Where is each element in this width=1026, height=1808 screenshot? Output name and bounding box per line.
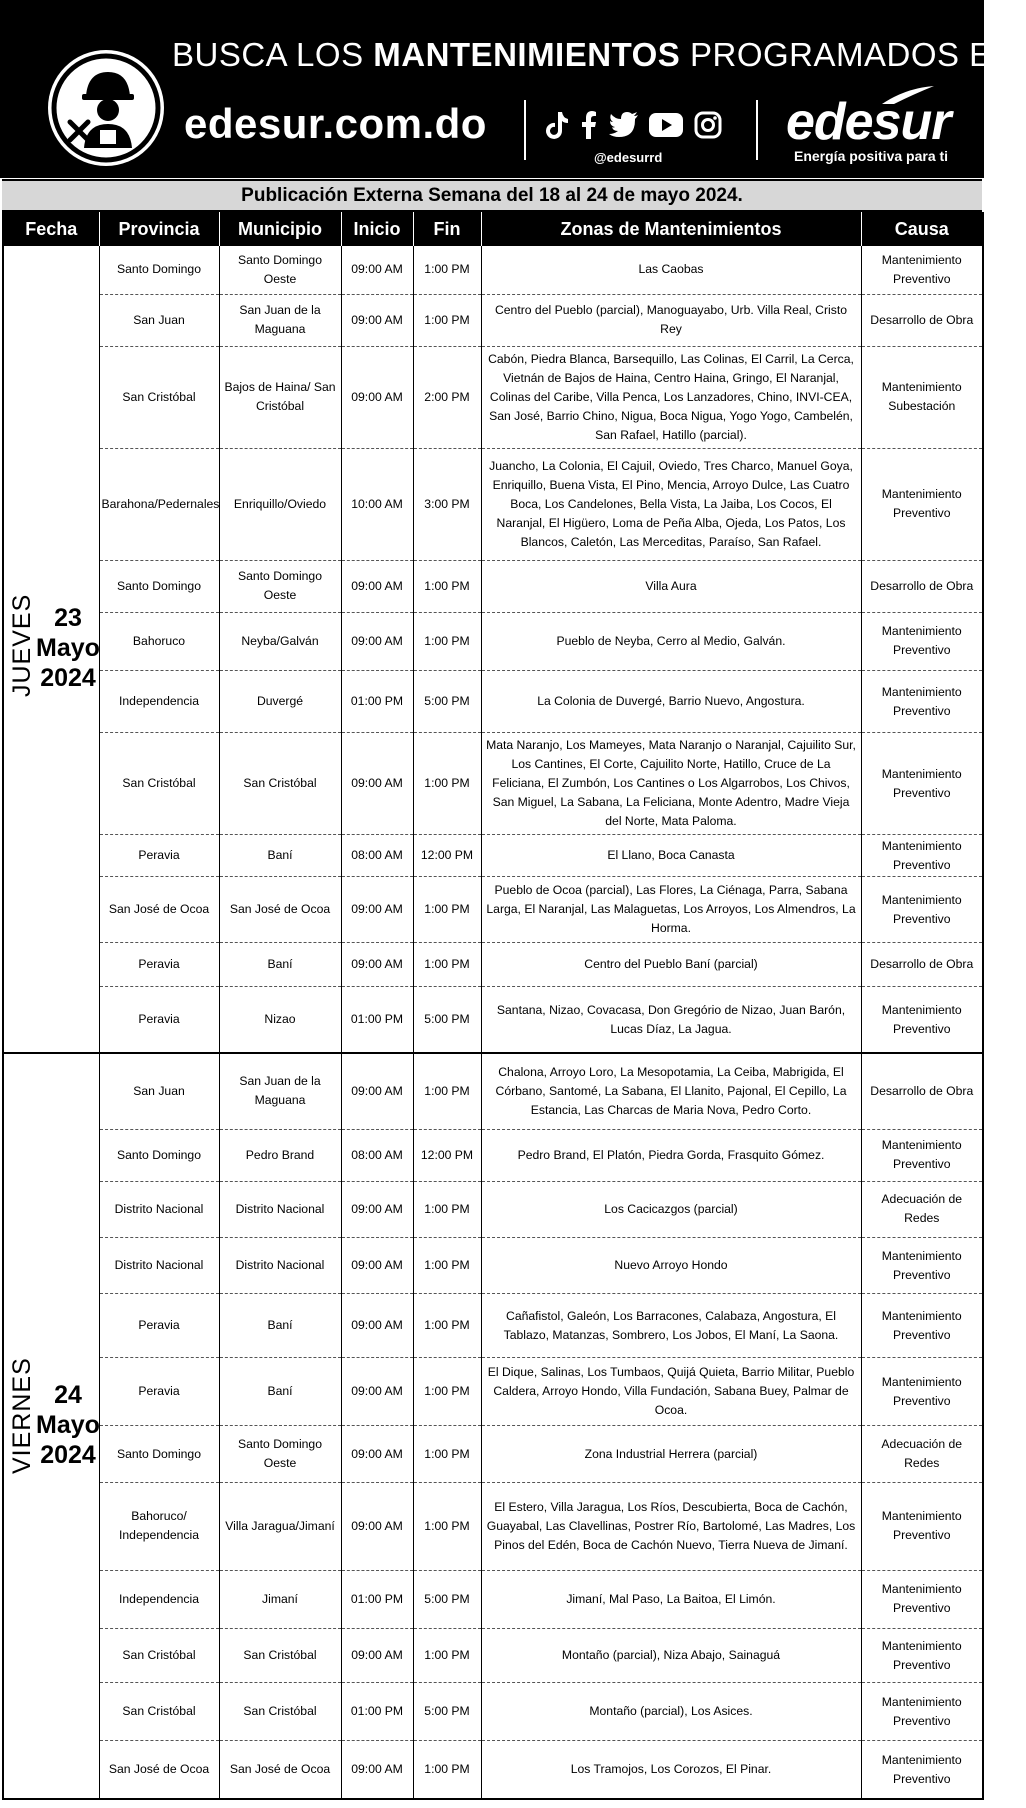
cell-municipio: Bajos de Haina/ San Cristóbal xyxy=(219,346,341,448)
social-handle: @edesurrd xyxy=(594,150,663,165)
cell-causa: Mantenimiento Preventivo xyxy=(861,1628,983,1682)
technician-logo-icon xyxy=(48,50,164,166)
cell-zonas: Cabón, Piedra Blanca, Barsequillo, Las Colinas, El Carril, La Cerca, Vietnán de Bajos de Haina, Centro Haina, Gringo, El Naranjal, Colinas del Caribe, Villa Penca, Los Lanzadores, Chino, INVI-CEA, San José, Barrio Chino, Nigua, Boca Nigua, Yogo Yogo, Cambelén, San Rafael, Hatillo (parcial). xyxy=(481,346,861,448)
cell-inicio: 09:00 AM xyxy=(341,560,413,612)
cell-provincia: Santo Domingo xyxy=(99,560,219,612)
cell-inicio: 09:00 AM xyxy=(341,346,413,448)
cell-causa: Mantenimiento Preventivo xyxy=(861,1294,983,1358)
cell-municipio: San Cristóbal xyxy=(219,733,341,835)
cell-inicio: 09:00 AM xyxy=(341,943,413,987)
cell-provincia: Santo Domingo xyxy=(99,1129,219,1181)
weekday-label: VIERNES xyxy=(8,1357,36,1474)
cell-inicio: 09:00 AM xyxy=(341,1237,413,1293)
cell-provincia: San Juan xyxy=(99,294,219,346)
cell-causa: Mantenimiento Preventivo xyxy=(861,1741,983,1799)
table-row xyxy=(3,1294,983,1358)
column-header-provincia: Provincia xyxy=(99,212,219,246)
cell-causa: Mantenimiento Preventivo xyxy=(861,1237,983,1293)
table-header-row xyxy=(3,212,983,246)
cell-zonas: Centro del Pueblo (parcial), Manoguayabo, Urb. Villa Real, Cristo Rey xyxy=(481,294,861,346)
cell-inicio: 09:00 AM xyxy=(341,294,413,346)
column-header-fin: Fin xyxy=(413,212,481,246)
table-row xyxy=(3,943,983,987)
cell-fin: 12:00 PM xyxy=(413,835,481,877)
cell-provincia: Independencia xyxy=(99,1570,219,1628)
table-row xyxy=(3,1570,983,1628)
cell-municipio: San Cristóbal xyxy=(219,1628,341,1682)
cell-inicio: 09:00 AM xyxy=(341,733,413,835)
cell-causa: Mantenimiento Subestación xyxy=(861,346,983,448)
table-row xyxy=(3,1358,983,1426)
cell-zonas: Zona Industrial Herrera (parcial) xyxy=(481,1426,861,1482)
cell-fin: 1:00 PM xyxy=(413,1294,481,1358)
cell-fin: 12:00 PM xyxy=(413,1129,481,1181)
cell-fin: 1:00 PM xyxy=(413,612,481,670)
cell-municipio: Baní xyxy=(219,1294,341,1358)
cell-inicio: 10:00 AM xyxy=(341,448,413,560)
cell-zonas: Mata Naranjo, Los Mameyes, Mata Naranjo o Naranjal, Cajuilito Sur, Los Cantines, El Corte, Cajuilito Norte, Hatillo, Cruce de La Feliciana, El Zumbón, Los Cantines o Los Algarrobos, Los Chivos, San Miguel, La Sabana, La Feliciana, Monte Adentro, Madre Vieja del Norte, Mata Paloma. xyxy=(481,733,861,835)
cell-inicio: 09:00 AM xyxy=(341,877,413,943)
cell-inicio: 01:00 PM xyxy=(341,670,413,732)
cell-fin: 1:00 PM xyxy=(413,246,481,294)
table-row xyxy=(3,246,983,294)
cell-zonas: El Estero, Villa Jaragua, Los Ríos, Descubierta, Boca de Cachón, Guayabal, Las Clavellinas, Postrer Río, Bartolomé, Las Madres, Los Pinos del Edén, Boca de Cachón Nuevo, Tierra Nueva de Jimaní. xyxy=(481,1482,861,1570)
cell-provincia: San José de Ocoa xyxy=(99,1741,219,1799)
table-row xyxy=(3,560,983,612)
cell-inicio: 09:00 AM xyxy=(341,1628,413,1682)
cell-inicio: 09:00 AM xyxy=(341,1358,413,1426)
cell-municipio: Pedro Brand xyxy=(219,1129,341,1181)
tiktok-icon[interactable] xyxy=(544,110,570,145)
cell-fin: 1:00 PM xyxy=(413,560,481,612)
cell-fin: 1:00 PM xyxy=(413,1237,481,1293)
table-row xyxy=(3,733,983,835)
table-row xyxy=(3,670,983,732)
table-row xyxy=(3,612,983,670)
cell-inicio: 09:00 AM xyxy=(341,1294,413,1358)
cell-zonas: Las Caobas xyxy=(481,246,861,294)
cell-zonas: Montaño (parcial), Niza Abajo, Sainaguá xyxy=(481,1628,861,1682)
cell-municipio: Neyba/Galván xyxy=(219,612,341,670)
cell-provincia: Distrito Nacional xyxy=(99,1237,219,1293)
cell-provincia: Bahoruco/ Independencia xyxy=(99,1482,219,1570)
cell-provincia: San Cristóbal xyxy=(99,346,219,448)
cell-zonas: Pueblo de Ocoa (parcial), Las Flores, La Ciénaga, Parra, Sabana Larga, El Naranjal, Las Malaguetas, Los Arroyos, Los Almendros, La Horma. xyxy=(481,877,861,943)
table-row xyxy=(3,346,983,448)
cell-provincia: Peravia xyxy=(99,1294,219,1358)
cell-provincia: San Cristóbal xyxy=(99,1683,219,1741)
cell-causa: Desarrollo de Obra xyxy=(861,943,983,987)
column-header-municipio: Municipio xyxy=(219,212,341,246)
column-header-zonas: Zonas de Mantenimientos xyxy=(481,212,861,246)
cell-provincia: San José de Ocoa xyxy=(99,877,219,943)
cell-zonas: Villa Aura xyxy=(481,560,861,612)
cell-fin: 1:00 PM xyxy=(413,1053,481,1129)
cell-causa: Desarrollo de Obra xyxy=(861,294,983,346)
twitter-icon[interactable] xyxy=(609,112,639,143)
cell-fin: 1:00 PM xyxy=(413,877,481,943)
cell-municipio: San José de Ocoa xyxy=(219,877,341,943)
table-row xyxy=(3,1129,983,1181)
cell-causa: Mantenimiento Preventivo xyxy=(861,448,983,560)
table-row xyxy=(3,835,983,877)
cell-causa: Mantenimiento Preventivo xyxy=(861,246,983,294)
cell-zonas: Chalona, Arroyo Loro, La Mesopotamia, La Ceiba, Mabrigida, El Córbano, Santomé, La Sabana, El Llanito, Pajonal, El Cepillo, La Estancia, Las Charcas de Maria Nova, Pedro Corto. xyxy=(481,1053,861,1129)
cell-provincia: Barahona/Pedernales xyxy=(99,448,219,560)
cell-fin: 5:00 PM xyxy=(413,987,481,1053)
cell-causa: Mantenimiento Preventivo xyxy=(861,1570,983,1628)
header-title: BUSCA LOS MANTENIMIENTOS PROGRAMADOS EN: xyxy=(172,36,1026,73)
cell-provincia: San Juan xyxy=(99,1053,219,1129)
cell-fin: 5:00 PM xyxy=(413,1570,481,1628)
date-day: 24 xyxy=(54,1381,82,1409)
cell-municipio: Baní xyxy=(219,1358,341,1426)
table-row xyxy=(3,1181,983,1237)
cell-fin: 1:00 PM xyxy=(413,1482,481,1570)
cell-zonas: Nuevo Arroyo Hondo xyxy=(481,1237,861,1293)
cell-zonas: Centro del Pueblo Baní (parcial) xyxy=(481,943,861,987)
cell-zonas: Pueblo de Neyba, Cerro al Medio, Galván. xyxy=(481,612,861,670)
brand-tagline: Energía positiva para ti xyxy=(794,148,949,164)
cell-zonas: El Dique, Salinas, Los Tumbaos, Quijá Quieta, Barrio Militar, Pueblo Caldera, Arroyo Hondo, Villa Fundación, Sabana Buey, Palmar de Ocoa. xyxy=(481,1358,861,1426)
table-row xyxy=(3,448,983,560)
cell-inicio: 09:00 AM xyxy=(341,246,413,294)
cell-provincia: Independencia xyxy=(99,670,219,732)
cell-provincia: San Cristóbal xyxy=(99,1628,219,1682)
cell-inicio: 09:00 AM xyxy=(341,1181,413,1237)
table-row xyxy=(3,1237,983,1293)
cell-causa: Mantenimiento Preventivo xyxy=(861,1129,983,1181)
cell-municipio: Baní xyxy=(219,943,341,987)
cell-causa: Mantenimiento Preventivo xyxy=(861,1358,983,1426)
cell-inicio: 01:00 PM xyxy=(341,987,413,1053)
cell-provincia: Distrito Nacional xyxy=(99,1181,219,1237)
cell-causa: Mantenimiento Preventivo xyxy=(861,987,983,1053)
date-year: 2024 xyxy=(40,1441,96,1469)
cell-zonas: Cañafistol, Galeón, Los Barracones, Calabaza, Angostura, El Tablazo, Matanzas, Sombrero, Los Jobos, El Maní, La Saona. xyxy=(481,1294,861,1358)
cell-zonas: Juancho, La Colonia, El Cajuil, Oviedo, Tres Charco, Manuel Goya, Enriquillo, Buena Vista, El Pino, Mencia, Arroyo Dulce, Las Cuatro Boca, Los Candelones, Bella Vista, La Jaiba, Los Cocos, El Naranjal, El Higüero, Loma de Peña Alba, Ojeda, Los Patos, Los Blancos, Caletón, Las Merceditas, Paraíso, San Rafael. xyxy=(481,448,861,560)
cell-municipio: Distrito Nacional xyxy=(219,1237,341,1293)
cell-causa: Mantenimiento Preventivo xyxy=(861,877,983,943)
cell-zonas: Montaño (parcial), Los Asices. xyxy=(481,1683,861,1741)
table-row xyxy=(3,1482,983,1570)
cell-municipio: Santo Domingo Oeste xyxy=(219,246,341,294)
header-banner xyxy=(0,0,1026,178)
date-cell xyxy=(3,246,99,1053)
cell-municipio: Enriquillo/Oviedo xyxy=(219,448,341,560)
cell-causa: Desarrollo de Obra xyxy=(861,560,983,612)
publication-banner: Publicación Externa Semana del 18 al 24 de mayo 2024. xyxy=(2,179,982,212)
cell-provincia: Peravia xyxy=(99,835,219,877)
website-link[interactable]: edesur.com.do xyxy=(184,100,487,147)
date-cell xyxy=(3,1053,99,1799)
cell-municipio: Duvergé xyxy=(219,670,341,732)
facebook-icon[interactable] xyxy=(580,110,598,145)
cell-causa: Adecuación de Redes xyxy=(861,1181,983,1237)
cell-causa: Mantenimiento Preventivo xyxy=(861,670,983,732)
column-header-fecha: Fecha xyxy=(3,212,99,246)
cell-inicio: 01:00 PM xyxy=(341,1570,413,1628)
table-row xyxy=(3,1683,983,1741)
cell-inicio: 09:00 AM xyxy=(341,1741,413,1799)
cell-municipio: Villa Jaragua/Jimaní xyxy=(219,1482,341,1570)
column-header-inicio: Inicio xyxy=(341,212,413,246)
cell-fin: 1:00 PM xyxy=(413,1628,481,1682)
cell-zonas: Los Cacicazgos (parcial) xyxy=(481,1181,861,1237)
date-year: 2024 xyxy=(40,664,96,692)
cell-zonas: Santana, Nizao, Covacasa, Don Gregório de Nizao, Juan Barón, Lucas Díaz, La Jagua. xyxy=(481,987,861,1053)
cell-causa: Mantenimiento Preventivo xyxy=(861,835,983,877)
header-divider xyxy=(756,100,758,160)
table-row xyxy=(3,1628,983,1682)
cell-provincia: Peravia xyxy=(99,987,219,1053)
cell-causa: Mantenimiento Preventivo xyxy=(861,733,983,835)
cell-zonas: El Llano, Boca Canasta xyxy=(481,835,861,877)
cell-municipio: Jimaní xyxy=(219,1570,341,1628)
instagram-icon[interactable] xyxy=(694,111,722,144)
cell-municipio: San Juan de la Maguana xyxy=(219,1053,341,1129)
cell-municipio: Santo Domingo Oeste xyxy=(219,1426,341,1482)
cell-municipio: San Juan de la Maguana xyxy=(219,294,341,346)
social-icons xyxy=(544,110,734,148)
cell-fin: 3:00 PM xyxy=(413,448,481,560)
cell-provincia: Peravia xyxy=(99,1358,219,1426)
table-row xyxy=(3,1053,983,1129)
cell-provincia: San Cristóbal xyxy=(99,733,219,835)
cell-municipio: Baní xyxy=(219,835,341,877)
table-row xyxy=(3,294,983,346)
cell-inicio: 08:00 AM xyxy=(341,1129,413,1181)
cell-fin: 1:00 PM xyxy=(413,1741,481,1799)
weekday-label: JUEVES xyxy=(8,593,36,697)
cell-fin: 1:00 PM xyxy=(413,1358,481,1426)
cell-inicio: 09:00 AM xyxy=(341,1482,413,1570)
cell-zonas: La Colonia de Duvergé, Barrio Nuevo, Angostura. xyxy=(481,670,861,732)
cell-inicio: 09:00 AM xyxy=(341,1053,413,1129)
cell-provincia: Santo Domingo xyxy=(99,246,219,294)
table-row xyxy=(3,1426,983,1482)
cell-provincia: Santo Domingo xyxy=(99,1426,219,1482)
cell-municipio: San José de Ocoa xyxy=(219,1741,341,1799)
brand-logo-text: edesur xyxy=(786,93,951,151)
cell-fin: 5:00 PM xyxy=(413,1683,481,1741)
cell-inicio: 01:00 PM xyxy=(341,1683,413,1741)
cell-causa: Mantenimiento Preventivo xyxy=(861,612,983,670)
column-header-causa: Causa xyxy=(861,212,983,246)
cell-zonas: Pedro Brand, El Platón, Piedra Gorda, Frasquito Gómez. xyxy=(481,1129,861,1181)
cell-fin: 1:00 PM xyxy=(413,943,481,987)
date-day: 23 xyxy=(54,604,82,632)
cell-municipio: San Cristóbal xyxy=(219,1683,341,1741)
cell-causa: Mantenimiento Preventivo xyxy=(861,1683,983,1741)
cell-zonas: Los Tramojos, Los Corozos, El Pinar. xyxy=(481,1741,861,1799)
cell-inicio: 08:00 AM xyxy=(341,835,413,877)
date-month: Mayo xyxy=(36,1411,100,1439)
cell-inicio: 09:00 AM xyxy=(341,1426,413,1482)
cell-causa: Desarrollo de Obra xyxy=(861,1053,983,1129)
cell-causa: Adecuación de Redes xyxy=(861,1426,983,1482)
date-month: Mayo xyxy=(36,634,100,662)
cell-fin: 1:00 PM xyxy=(413,733,481,835)
maintenance-table xyxy=(2,212,984,1800)
cell-causa: Mantenimiento Preventivo xyxy=(861,1482,983,1570)
table-row xyxy=(3,987,983,1053)
cell-fin: 1:00 PM xyxy=(413,1181,481,1237)
cell-municipio: Distrito Nacional xyxy=(219,1181,341,1237)
cell-fin: 1:00 PM xyxy=(413,1426,481,1482)
cell-municipio: Santo Domingo Oeste xyxy=(219,560,341,612)
cell-inicio: 09:00 AM xyxy=(341,612,413,670)
table-row xyxy=(3,877,983,943)
cell-provincia: Bahoruco xyxy=(99,612,219,670)
header-divider xyxy=(524,100,526,160)
cell-fin: 2:00 PM xyxy=(413,346,481,448)
cell-municipio: Nizao xyxy=(219,987,341,1053)
cell-provincia: Peravia xyxy=(99,943,219,987)
table-row xyxy=(3,1741,983,1799)
cell-fin: 1:00 PM xyxy=(413,294,481,346)
cell-fin: 5:00 PM xyxy=(413,670,481,732)
cell-zonas: Jimaní, Mal Paso, La Baitoa, El Limón. xyxy=(481,1570,861,1628)
youtube-icon[interactable] xyxy=(649,112,683,143)
